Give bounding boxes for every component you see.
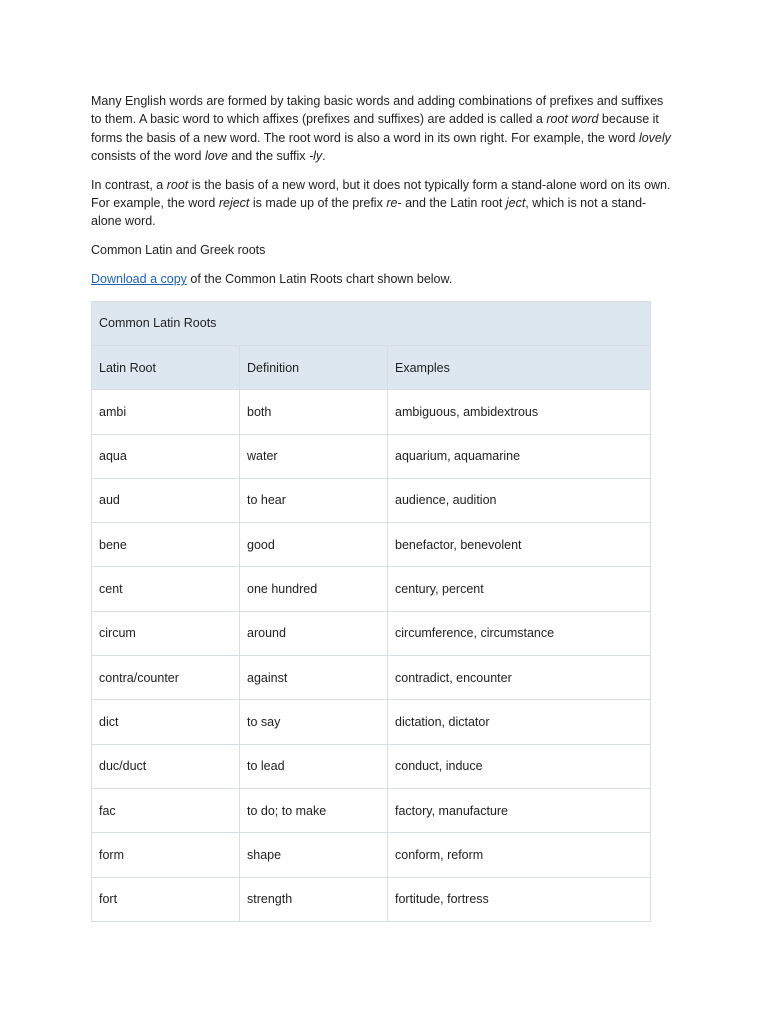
cell-examples: contradict, encounter (388, 656, 651, 700)
cell-latin-root: cent (92, 567, 240, 611)
emphasis-love: love (204, 149, 228, 164)
cell-latin-root: dict (92, 700, 240, 744)
text-run: , which is not a stand-alone word. (91, 196, 647, 229)
table-row (92, 656, 651, 700)
cell-latin-root: duc/duct (92, 744, 240, 788)
cell-definition: against (240, 656, 388, 700)
download-line (91, 270, 671, 288)
cell-latin-root: aqua (92, 434, 240, 478)
text-run: In contrast, a (91, 177, 167, 192)
table-row (92, 744, 651, 788)
emphasis-re: re- (386, 196, 402, 211)
section-heading: Common Latin and Greek roots (91, 242, 266, 257)
cell-examples: benefactor, benevolent (388, 523, 651, 567)
cell-definition: shape (240, 833, 388, 877)
cell-examples: conduct, induce (388, 744, 651, 788)
table-row (92, 877, 651, 921)
cell-definition: to hear (240, 478, 388, 522)
cell-definition: both (240, 390, 388, 434)
table-row (92, 478, 651, 522)
cell-examples: conform, reform (388, 833, 651, 877)
cell-latin-root: fort (92, 877, 240, 921)
table-caption: Common Latin Roots (92, 301, 651, 345)
table-header-row (92, 345, 651, 389)
download-line-text: of the Common Latin Roots chart shown below. (186, 272, 453, 287)
table-body (92, 390, 651, 922)
cell-examples: ambiguous, ambidextrous (388, 390, 651, 434)
latin-roots-table (91, 301, 651, 922)
cell-definition: good (240, 523, 388, 567)
cell-latin-root: ambi (92, 390, 240, 434)
emphasis-lovely: lovely (638, 130, 671, 145)
column-header-latin-root: Latin Root (92, 345, 240, 389)
cell-latin-root: fac (92, 788, 240, 832)
column-header-examples: Examples (388, 345, 651, 389)
text-run: consists of the word (91, 149, 205, 164)
emphasis-ject: ject (505, 196, 526, 211)
cell-definition: to say (240, 700, 388, 744)
cell-examples: factory, manufacture (388, 788, 651, 832)
cell-examples: fortitude, fortress (388, 877, 651, 921)
table-caption-row (92, 301, 651, 345)
cell-latin-root: aud (92, 478, 240, 522)
table-row (92, 700, 651, 744)
cell-definition: one hundred (240, 567, 388, 611)
text-run: is the basis of a new word, but it does not typically form a stand-alone word on its own. For example, the word (91, 177, 671, 211)
table-row (92, 523, 651, 567)
emphasis-ly: -ly (308, 149, 323, 164)
cell-examples: aquarium, aquamarine (388, 434, 651, 478)
cell-examples: audience, audition (388, 478, 651, 522)
cell-examples: circumference, circumstance (388, 611, 651, 655)
cell-examples: century, percent (388, 567, 651, 611)
text-run: . (322, 149, 326, 164)
cell-latin-root: form (92, 833, 240, 877)
cell-definition: to lead (240, 744, 388, 788)
article-body (91, 92, 671, 922)
cell-latin-root: contra/counter (92, 656, 240, 700)
table-row (92, 390, 651, 434)
download-link[interactable]: Download a copy (91, 272, 187, 287)
cell-examples: dictation, dictator (388, 700, 651, 744)
emphasis-root: root (166, 177, 189, 192)
text-run: Many English words are formed by taking basic words and adding combinations of prefixes and suffixes to them. A basic word to which affixes (prefixes and suffixes) are added is called a (91, 94, 664, 127)
emphasis-root-word: root word (546, 112, 599, 127)
table-row (92, 434, 651, 478)
cell-latin-root: bene (92, 523, 240, 567)
cell-definition: water (240, 434, 388, 478)
text-run: because it forms the basis of a new word. The root word is also a word in its own right. For example, the word (91, 112, 659, 145)
intro-paragraph-1 (91, 92, 671, 166)
text-run: and the Latin root (401, 196, 506, 211)
table-row (92, 788, 651, 832)
intro-paragraph-2 (91, 176, 671, 231)
cell-definition: strength (240, 877, 388, 921)
column-header-definition: Definition (240, 345, 388, 389)
cell-definition: around (240, 611, 388, 655)
table-row (92, 567, 651, 611)
emphasis-reject: reject (218, 196, 250, 211)
text-run: is made up of the prefix (249, 196, 387, 211)
cell-definition: to do; to make (240, 788, 388, 832)
table-row (92, 833, 651, 877)
table-row (92, 611, 651, 655)
cell-latin-root: circum (92, 611, 240, 655)
text-run: and the suffix (227, 149, 309, 164)
